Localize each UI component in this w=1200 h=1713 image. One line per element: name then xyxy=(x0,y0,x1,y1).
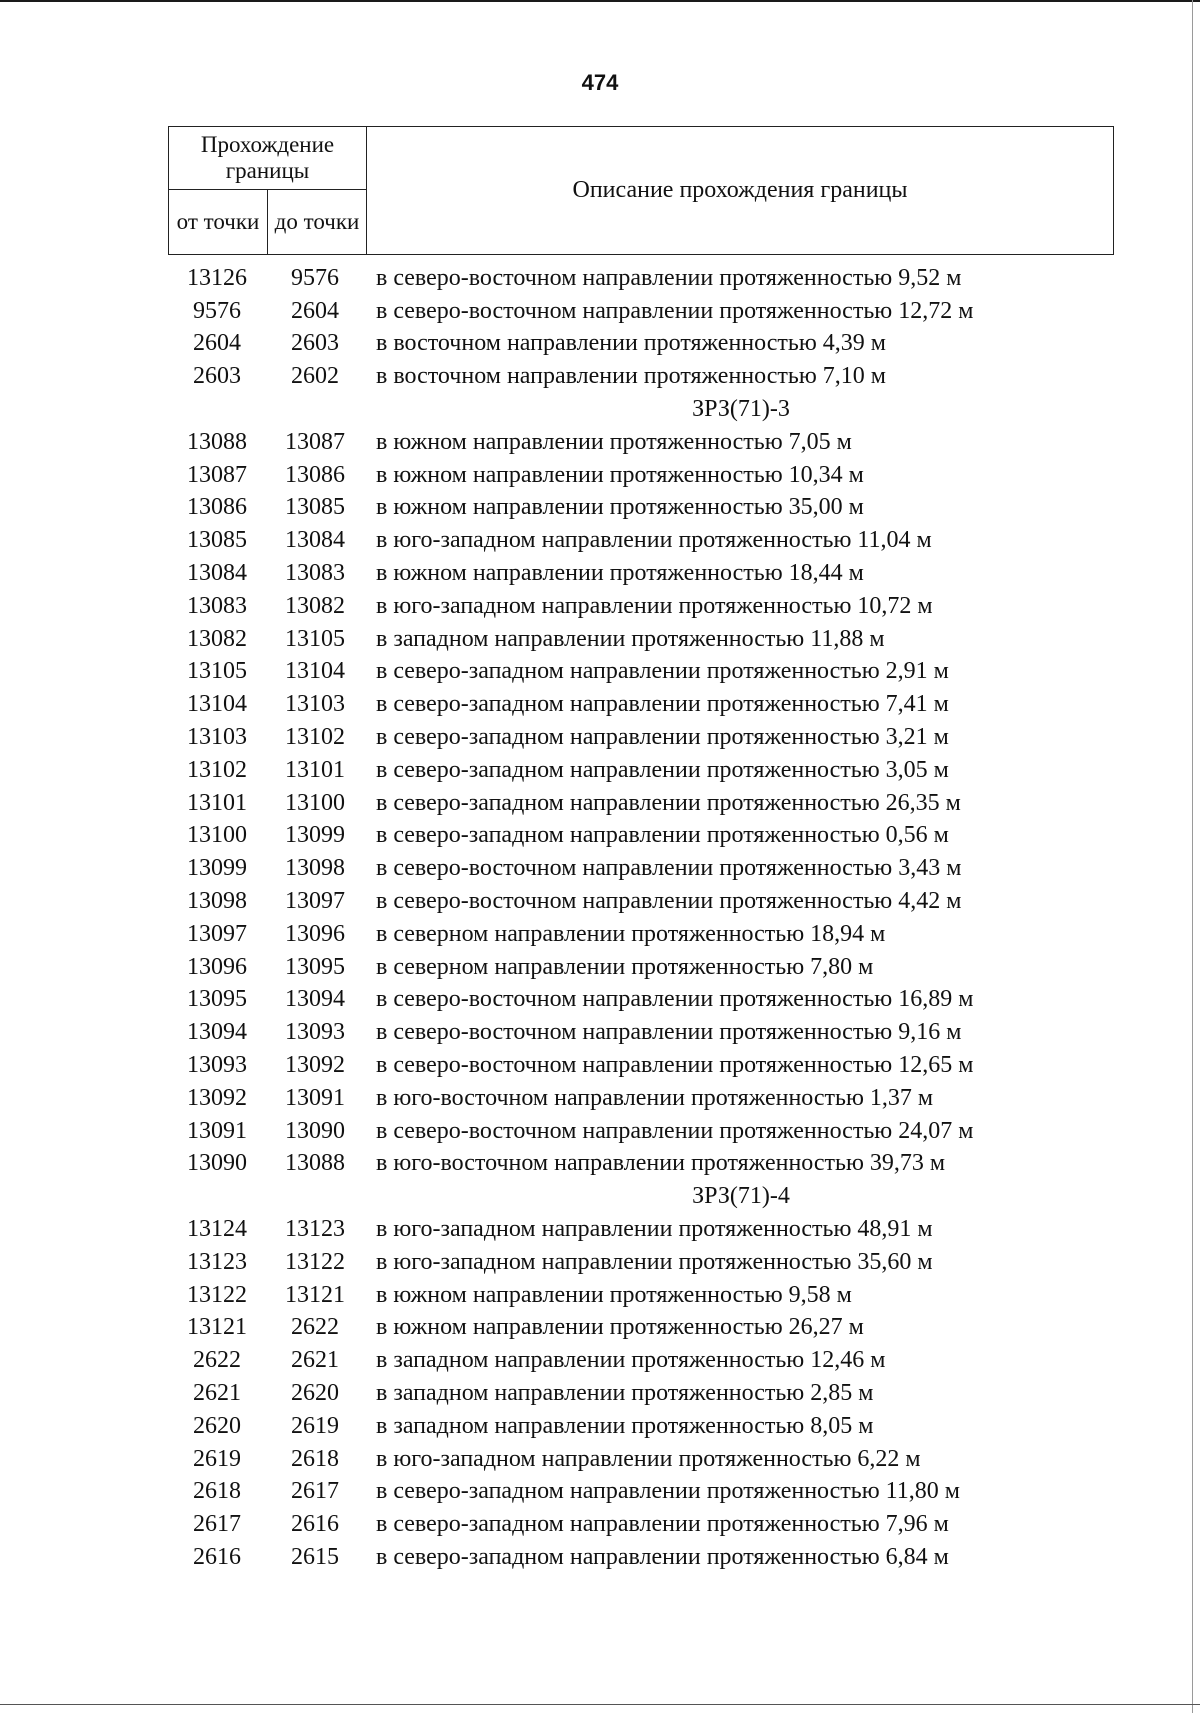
table-row xyxy=(168,885,1118,918)
description-cell: в северо-западном направлении протяженностью 7,96 м xyxy=(376,1511,949,1538)
to-point-cell: 13094 xyxy=(285,986,345,1013)
table-row xyxy=(168,459,1118,492)
table-row xyxy=(168,1082,1118,1115)
to-point-cell: 13095 xyxy=(285,953,345,980)
description-cell: в северо-восточном направлении протяженностью 24,07 м xyxy=(376,1117,974,1144)
from-point-cell: 13121 xyxy=(187,1314,247,1341)
section-title: ЗРЗ(71)-3 xyxy=(692,396,790,423)
table-row xyxy=(168,1475,1118,1508)
table-row xyxy=(168,328,1118,361)
table-row xyxy=(168,820,1118,853)
from-point-cell: 2604 xyxy=(193,330,241,357)
scan-edge-top xyxy=(0,0,1200,2)
from-point-cell: 13086 xyxy=(187,494,247,521)
description-cell: в юго-западном направлении протяженностью 11,04 м xyxy=(376,527,932,554)
to-point-cell: 2621 xyxy=(291,1347,339,1374)
header-to-point: до точки xyxy=(268,190,367,255)
table-row xyxy=(168,1148,1118,1181)
description-cell: в южном направлении протяженностью 7,05 м xyxy=(376,428,852,455)
to-point-cell: 9576 xyxy=(291,264,339,291)
table-row xyxy=(168,1377,1118,1410)
from-point-cell: 13092 xyxy=(187,1084,247,1111)
to-point-cell: 2617 xyxy=(291,1478,339,1505)
description-cell: в северо-восточном направлении протяженностью 3,43 м xyxy=(376,855,962,882)
to-point-cell: 13082 xyxy=(285,592,345,619)
from-point-cell: 13123 xyxy=(187,1248,247,1275)
from-point-cell: 2622 xyxy=(193,1347,241,1374)
description-cell: в северо-восточном направлении протяженностью 4,42 м xyxy=(376,888,962,915)
table-row xyxy=(168,1410,1118,1443)
from-point-cell: 2617 xyxy=(193,1511,241,1538)
from-point-cell: 13082 xyxy=(187,625,247,652)
from-point-cell: 13126 xyxy=(187,264,247,291)
description-cell: в северо-западном направлении протяженностью 26,35 м xyxy=(376,789,961,816)
from-point-cell: 13094 xyxy=(187,1019,247,1046)
description-cell: в западном направлении протяженностью 12,46 м xyxy=(376,1347,886,1374)
description-cell: в южном направлении протяженностью 9,58 м xyxy=(376,1281,852,1308)
to-point-cell: 13102 xyxy=(285,724,345,751)
table-row xyxy=(168,1541,1118,1574)
from-point-cell: 13095 xyxy=(187,986,247,1013)
table-row xyxy=(168,754,1118,787)
description-cell: в южном направлении протяженностью 18,44 м xyxy=(376,560,864,587)
to-point-cell: 13085 xyxy=(285,494,345,521)
from-point-cell: 13098 xyxy=(187,888,247,915)
to-point-cell: 13123 xyxy=(285,1216,345,1242)
header-description: Описание прохождения границы xyxy=(367,127,1114,255)
from-point-cell: 2621 xyxy=(193,1379,241,1406)
table-row xyxy=(168,1279,1118,1312)
table-row xyxy=(168,1016,1118,1049)
table-row xyxy=(168,951,1118,984)
to-point-cell: 2603 xyxy=(291,330,339,357)
to-point-cell: 13101 xyxy=(285,756,345,783)
from-point-cell: 13105 xyxy=(187,658,247,685)
to-point-cell: 13091 xyxy=(285,1084,345,1111)
to-point-cell: 13093 xyxy=(285,1019,345,1046)
from-point-cell: 2616 xyxy=(193,1543,241,1570)
table-row xyxy=(168,360,1118,393)
table-row xyxy=(168,721,1118,754)
description-cell: в северо-восточном направлении протяженностью 9,52 м xyxy=(376,264,962,291)
description-cell: в северо-восточном направлении протяженностью 16,89 м xyxy=(376,986,974,1013)
to-point-cell: 2620 xyxy=(291,1379,339,1406)
from-point-cell: 13083 xyxy=(187,592,247,619)
from-point-cell: 13084 xyxy=(187,560,247,587)
table-row xyxy=(168,984,1118,1017)
from-point-cell: 13096 xyxy=(187,953,247,980)
header-from-point: от точки xyxy=(169,190,268,255)
to-point-cell: 13121 xyxy=(285,1281,345,1308)
to-point-cell: 2616 xyxy=(291,1511,339,1538)
description-cell: в юго-восточном направлении протяженностью 1,37 м xyxy=(376,1084,934,1111)
description-cell: в юго-западном направлении протяженностью 10,72 м xyxy=(376,592,933,619)
description-cell: в северо-восточном направлении протяженностью 12,65 м xyxy=(376,1052,974,1079)
from-point-cell: 13088 xyxy=(187,428,247,455)
table-row xyxy=(168,787,1118,820)
description-cell: в северо-западном направлении протяженностью 3,05 м xyxy=(376,756,949,783)
to-point-cell: 13103 xyxy=(285,691,345,718)
table-row xyxy=(168,623,1118,656)
from-point-cell: 2618 xyxy=(193,1478,241,1505)
to-point-cell: 13087 xyxy=(285,428,345,455)
from-point-cell: 2603 xyxy=(193,363,241,390)
from-point-cell: 9576 xyxy=(193,297,241,324)
from-point-cell: 13099 xyxy=(187,855,247,882)
table-row xyxy=(168,262,1118,295)
from-point-cell: 13101 xyxy=(187,789,247,816)
scan-edge-bottom xyxy=(0,1704,1200,1705)
to-point-cell: 13086 xyxy=(285,461,345,488)
description-cell: в южном направлении протяженностью 26,27 м xyxy=(376,1314,864,1341)
table-row xyxy=(168,1115,1118,1148)
table-row xyxy=(168,1508,1118,1541)
from-point-cell: 13090 xyxy=(187,1150,247,1177)
page-number: 474 xyxy=(581,70,619,95)
to-point-cell: 13122 xyxy=(285,1248,345,1275)
from-point-cell: 13085 xyxy=(187,527,247,554)
table-row xyxy=(168,852,1118,885)
description-cell: в северо-западном направлении протяженностью 3,21 м xyxy=(376,724,949,751)
from-point-cell: 2620 xyxy=(193,1412,241,1439)
description-cell: в северо-восточном направлении протяженностью 9,16 м xyxy=(376,1019,962,1046)
description-cell: в северо-западном направлении протяженностью 2,91 м xyxy=(376,658,949,685)
from-point-cell: 13103 xyxy=(187,724,247,751)
table-row xyxy=(168,492,1118,525)
table-row xyxy=(168,1443,1118,1476)
table-row xyxy=(168,1344,1118,1377)
boundary-table-body xyxy=(168,262,1118,1574)
table-row xyxy=(168,295,1118,328)
description-cell: в юго-западном направлении протяженностью 35,60 м xyxy=(376,1248,933,1275)
from-point-cell: 13100 xyxy=(187,822,247,849)
to-point-cell: 2604 xyxy=(291,297,339,324)
scan-edge-right xyxy=(1192,0,1193,1713)
to-point-cell: 13100 xyxy=(285,789,345,816)
table-header xyxy=(168,126,1114,255)
table-row xyxy=(168,1213,1118,1246)
to-point-cell: 2615 xyxy=(291,1543,339,1570)
description-cell: в северо-западном направлении протяженностью 0,56 м xyxy=(376,822,949,849)
to-point-cell: 2618 xyxy=(291,1445,339,1472)
table-row xyxy=(168,1049,1118,1082)
from-point-cell: 13091 xyxy=(187,1117,247,1144)
to-point-cell: 13104 xyxy=(285,658,345,685)
description-cell: в северо-восточном направлении протяженностью 12,72 м xyxy=(376,297,974,324)
description-cell: в северо-западном направлении протяженностью 6,84 м xyxy=(376,1543,949,1570)
description-cell: в южном направлении протяженностью 35,00 м xyxy=(376,494,864,521)
from-point-cell: 13097 xyxy=(187,920,247,947)
table-row xyxy=(168,590,1118,623)
to-point-cell: 2619 xyxy=(291,1412,339,1439)
to-point-cell: 2622 xyxy=(291,1314,339,1341)
table-row xyxy=(168,918,1118,951)
header-boundary-passage: Прохождение границы xyxy=(169,127,367,190)
from-point-cell: 13093 xyxy=(187,1052,247,1079)
table-row xyxy=(168,656,1118,689)
from-point-cell: 13122 xyxy=(187,1281,247,1308)
from-point-cell: 2619 xyxy=(193,1445,241,1472)
description-cell: в северо-западном направлении протяженностью 7,41 м xyxy=(376,691,949,718)
to-point-cell: 13105 xyxy=(285,625,345,652)
description-cell: в юго-западном направлении протяженностью 48,91 м xyxy=(376,1216,933,1242)
description-cell: в восточном направлении протяженностью 7,10 м xyxy=(376,363,886,390)
to-point-cell: 13097 xyxy=(285,888,345,915)
description-cell: в южном направлении протяженностью 10,34 м xyxy=(376,461,864,488)
description-cell: в восточном направлении протяженностью 4,39 м xyxy=(376,330,886,357)
description-cell: в северном направлении протяженностью 18,94 м xyxy=(376,920,886,947)
to-point-cell: 2602 xyxy=(291,363,339,390)
table-row xyxy=(168,1312,1118,1345)
to-point-cell: 13099 xyxy=(285,822,345,849)
section-title: ЗРЗ(71)-4 xyxy=(692,1183,790,1210)
to-point-cell: 13088 xyxy=(285,1150,345,1177)
table-row xyxy=(168,557,1118,590)
to-point-cell: 13096 xyxy=(285,920,345,947)
to-point-cell: 13084 xyxy=(285,527,345,554)
to-point-cell: 13083 xyxy=(285,560,345,587)
from-point-cell: 13087 xyxy=(187,461,247,488)
to-point-cell: 13098 xyxy=(285,855,345,882)
description-cell: в северо-западном направлении протяженностью 11,80 м xyxy=(376,1478,960,1505)
description-cell: в западном направлении протяженностью 11,88 м xyxy=(376,625,885,652)
description-cell: в западном направлении протяженностью 8,05 м xyxy=(376,1412,874,1439)
table-row xyxy=(168,688,1118,721)
from-point-cell: 13102 xyxy=(187,756,247,783)
from-point-cell: 13124 xyxy=(187,1216,247,1242)
description-cell: в северном направлении протяженностью 7,80 м xyxy=(376,953,874,980)
description-cell: в юго-западном направлении протяженностью 6,22 м xyxy=(376,1445,921,1472)
table-row xyxy=(168,1246,1118,1279)
table-row xyxy=(168,524,1118,557)
to-point-cell: 13090 xyxy=(285,1117,345,1144)
description-cell: в юго-восточном направлении протяженностью 39,73 м xyxy=(376,1150,946,1177)
description-cell: в западном направлении протяженностью 2,85 м xyxy=(376,1379,874,1406)
to-point-cell: 13092 xyxy=(285,1052,345,1079)
from-point-cell: 13104 xyxy=(187,691,247,718)
table-row xyxy=(168,426,1118,459)
